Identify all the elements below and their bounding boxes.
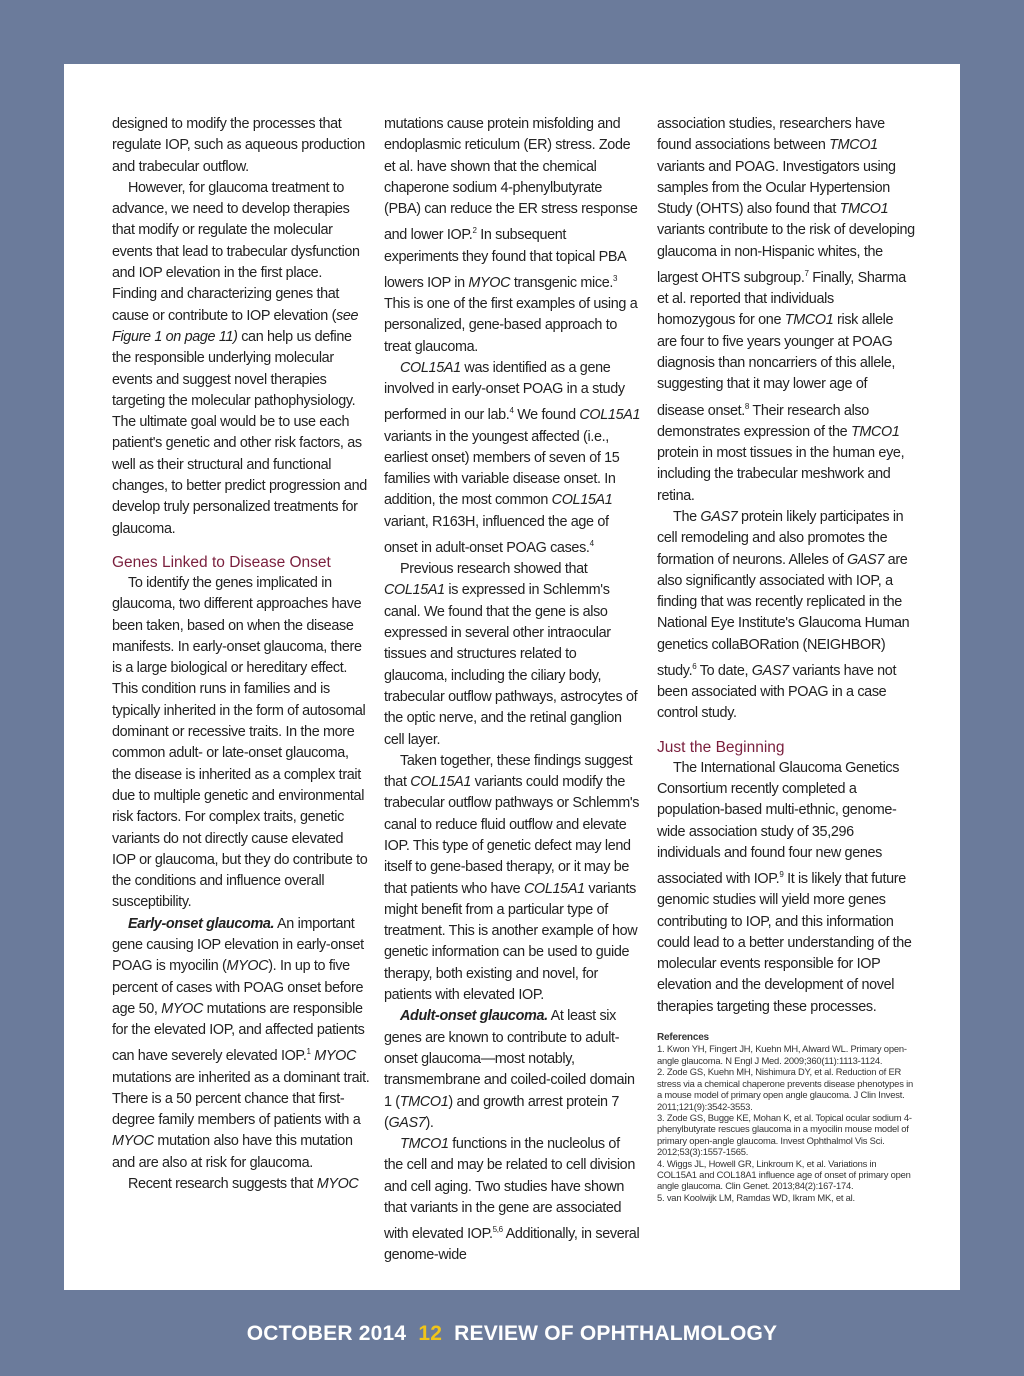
paragraph: Adult-onset glaucoma. At least six genes are known to contribute to adult-onset glaucoma—most notably, transmembrane and coiled-coiled domain 1 (TMCO1) and growth arrest protein 7 (GAS7). [384,1008,635,1131]
section-heading: Genes Linked to Disease Onset [112,553,331,571]
paragraph: The GAS7 protein likely participates in cell remodeling and also promotes the formation of neurons. Alleles of GAS7 are also significantly associated with IOP, a finding that was recently replicated in the National Eye Institute's Glaucoma Human genetics collaBORation (NEIGHBOR) study.$^6$ To date, GAS7 variants have not been associated with POAG in a case control study. [657,508,910,722]
paragraph: However, for glaucoma treatment to advance, we need to develop therapies that modify or regulate the molecular events that lead to trabecular dysfunction and IOP elevation in the first place. Finding and characterizing genes that cause or contribute to IOP elevation (see Figure 1 on page 11) can help us define the responsible underlying molecular events and suggest novel therapies targeting the molecular pathophysiology. The ultimate goal would be to use each patient's genetic and other risk factors, as well as their structural and functional changes, to better predict progression and develop truly personalized treatments for glaucoma. [112,179,367,537]
section-heading: Just the Beginning [657,738,785,756]
article-page [64,64,960,1290]
paragraph: Taken together, these findings suggest that COL15A1 variants could modify the trabecular outflow pathways or Schlemm's canal to reduce fluid outflow and elevate IOP. This type of genetic defect may lend itself to gene-based therapy, or it may be that patients who have COL15A1 variants might benefit from a particular type of treatment. This is another example of how genetic information can be used to guide therapy, both existing and novel, for patients with elevated IOP. [384,752,640,1004]
column-2 [384,114,642,1267]
paragraph: Early-onset glaucoma. An important gene causing IOP elevation in early-onset POAG is myocilin (MYOC). In up to five percent of cases with POAG onset before age 50, MYOC mutations are responsible for the elevated IOP, and affected patients can have severely elevated IOP.$^1$ MYOC mutations are inherited as a dominant trait. There is a 50 percent chance that first-degree family members of patients with a MYOC mutation also have this mutation and are also at risk for glaucoma. [112,915,370,1171]
page-number: 12 [418,1322,443,1345]
column-1 [112,114,370,1195]
paragraph: To identify the genes implicated in glaucoma, two different approaches have been taken, based on when the disease manifests. In early-onset glaucoma, there is a large biological or hereditary effect. This condition runs in families and is typically inherited in the form of autosomal dominant or recessive traits. In the more common adult- or late-onset glaucoma, the disease is inherited as a complex trait due to multiple genetic and environmental risk factors. For complex traits, genetic variants do not directly cause elevated IOP or glaucoma, but they do contribute to the conditions and influence overall susceptibility. [112,574,368,911]
reference-item: 5. van Koolwijk LM, Ramdas WD, Ikram MK, et al. [657,1191,855,1203]
paragraph: COL15A1 was identified as a gene involved in early-onset POAG in a study performed in our lab.$^4$ We found COL15A1 variants in the youngest affected (i.e., earliest onset) members of seven of 15 families with variable disease onset. In addition, the most common COL15A1 variant, R163H, influenced the age of onset in adult-onset POAG cases.$^4$ [384,359,641,556]
paragraph: TMCO1 functions in the nucleolus of the cell and may be related to cell division and cell aging. Two studies have shown that variants in the gene are associated with elevated IOP.$^{5,6}$ Additionally, in several genome-wide [384,1136,640,1264]
reference-item: 1. Kwon YH, Fingert JH, Kuehn MH, Alward WL. Primary open-angle glaucoma. N Engl J Med. 2009;360(11):1113-1124. [657,1043,907,1066]
paragraph: Previous research showed that COL15A1 is expressed in Schlemm's canal. We found that the gene is also expressed in several other intraocular tissues and structures related to glaucoma, including the ciliary body, trabecular outflow pathways, astrocytes of the optic nerve, and the retinal ganglion cell layer. [384,561,638,748]
paragraph: Recent research suggests that MYOC [128,1176,359,1193]
paragraph: The International Glaucoma Genetics Consortium recently completed a population-based multi-ethnic, genome-wide association study of 35,296 individuals and found four new genes associated with IOP.$^9$ It is likely that future genomic studies will yield more genes contributing to IOP, and this information could lead to a better understanding of the molecular events responsible for IOP elevation and the development of novel therapies targeting these processes. [657,759,912,1015]
reference-item: 2. Zode GS, Kuehn MH, Nishimura DY, et al. Reduction of ER stress via a chemical chaperone prevents disease phenotypes in a mouse model of primary open angle glaucoma. J Clin Invest. 2011;121(9):3542-3553. [657,1066,913,1112]
column-3 [657,114,915,1203]
paragraph: mutations cause protein misfolding and endoplasmic reticulum (ER) stress. Zode et al. have shown that the chemical chaperone sodium 4-phenylbutyrate (PBA) can reduce the ER stress response and lower IOP.$^2$ In subsequent experiments they found that topical PBA lowers IOP in MYOC transgenic mice.$^3$ This is one of the first examples of using a personalized, gene-based approach to treat glaucoma. [384,116,638,355]
publication-title: REVIEW OF OPHTHALMOLOGY [454,1322,778,1345]
footer-date: OCTOBER 2014 [246,1322,407,1345]
reference-item: 4. Wiggs JL, Howell GR, Linkroum K, et al. Variations in COL15A1 and COL18A1 influence age of onset of primary open angle glaucoma. Clin Genet. 2013;84(2):167-174. [657,1157,911,1192]
references-heading: References [657,1032,709,1044]
page-footer [0,1322,1024,1346]
reference-item: 3. Zode GS, Bugge KE, Mohan K, et al. Topical ocular sodium 4-phenylbutyrate rescues glaucoma in a myocilin mouse model of primary open-angle glaucoma. Invest Ophthalmol Vis Sci. 2012;53(3):1557-1565. [657,1111,912,1158]
paragraph: association studies, researchers have found associations between TMCO1 variants and POAG. Investigators using samples from the Ocular Hypertension Study (OHTS) also found that TMCO1 variants contribute to the risk of developing glaucoma in non-Hispanic whites, the largest OHTS subgroup.$^7$ Finally, Sharma et al. reported that individuals homozygous for one TMCO1 risk allele are four to five years younger at POAG diagnosis than noncarriers of this allele, suggesting that it may lower age of disease onset.$^8$ Their research also demonstrates expression of the TMCO1 protein in most tissues in the human eye, including the trabecular meshwork and retina. [657,116,915,504]
paragraph: designed to modify the processes that regulate IOP, such as aqueous production and trabecular outflow. [112,116,365,175]
references [657,1032,915,1203]
